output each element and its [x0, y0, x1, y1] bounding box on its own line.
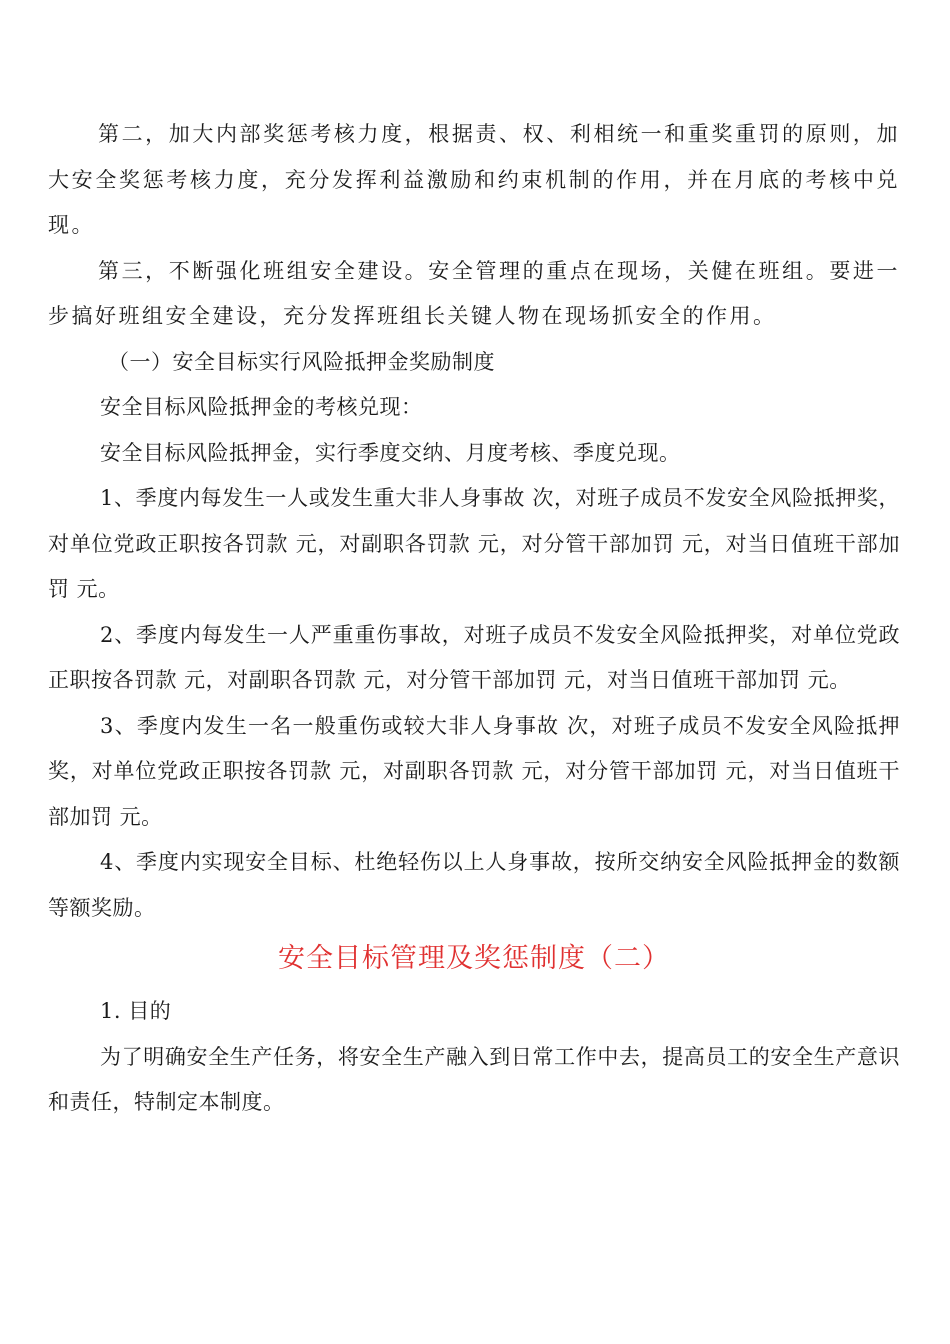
list-item-rule-1: 1、季度内每发生一人或发生重大非人身事故 次，对班子成员不发安全风险抵押奖，对单位党政正职按各罚款 元，对副职各罚款 元，对分管干部加罚 元，对当日值班干部加罚 元。 — [48, 486, 900, 601]
paragraph-team-safety: 第三，不断强化班组安全建设。安全管理的重点在现场，关健在班组。要进一步搞好班组安全建设，充分发挥班组长关键人物在现场抓安全的作用。 — [48, 258, 900, 328]
paragraph-deposit-schedule: 安全目标风险抵押金，实行季度交纳、月度考核、季度兑现。 — [100, 440, 681, 465]
subheading-risk-deposit: （一）安全目标实行风险抵押金奖励制度 — [108, 349, 495, 374]
paragraph-purpose: 为了明确安全生产任务，将安全生产融入到日常工作中去，提高员工的安全生产意识和责任，特制定本制度。 — [48, 1044, 900, 1114]
item-heading-purpose: 1. 目的 — [100, 999, 172, 1023]
section-title: 安全目标管理及奖惩制度（二） — [278, 943, 670, 974]
list-item-rule-3: 3、季度内发生一名一般重伤或较大非人身事故 次，对班子成员不发安全风险抵押奖，对单位党政正职按各罚款 元，对副职各罚款 元，对分管干部加罚 元，对当日值班干部加罚 元。 — [48, 713, 900, 829]
document-page — [48, 112, 900, 1126]
list-item-rule-4: 4、季度内实现安全目标、杜绝轻伤以上人身事故，按所交纳安全风险抵押金的数额等额奖励。 — [48, 850, 900, 920]
paragraph-reward-punishment: 第二，加大内部奖惩考核力度，根据责、权、利相统一和重奖重罚的原则，加大安全奖惩考核力度，充分发挥利益激励和约束机制的作用，并在月底的考核中兑现。 — [48, 122, 900, 237]
paragraph-deposit-assessment: 安全目标风险抵押金的考核兑现： — [100, 395, 423, 419]
list-item-rule-2: 2、季度内每发生一人严重重伤事故，对班子成员不发安全风险抵押奖，对单位党政正职按各罚款 元，对副职各罚款 元，对分管干部加罚 元，对当日值班干部加罚 元。 — [48, 622, 900, 692]
